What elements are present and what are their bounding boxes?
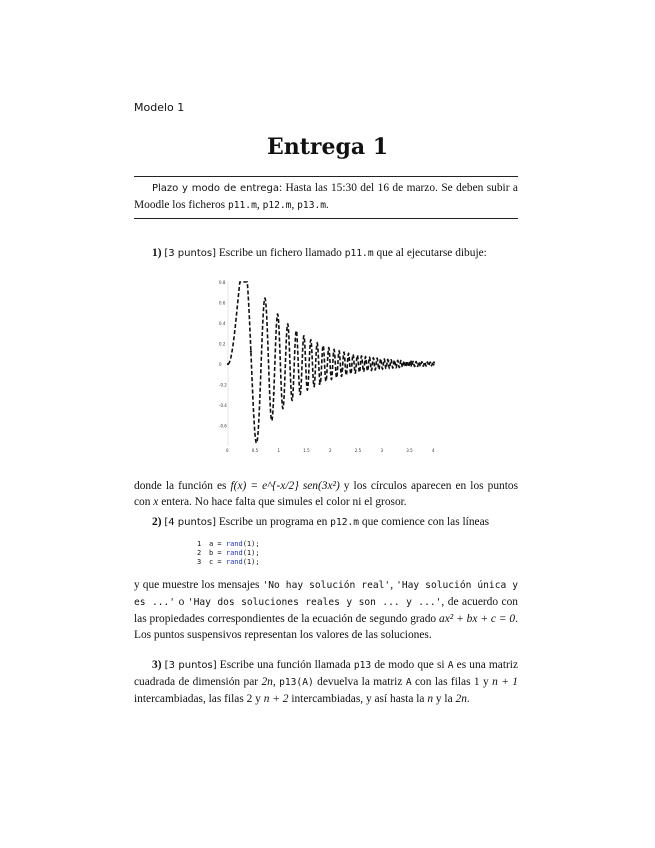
question-1-description: donde la función es f(x) = e^{-x/2} sen(3x²) y los círculos aparecen en los puntos con x entera. No hace falta que simules el color ni el grosor. xyxy=(134,480,518,508)
integer-point-circle xyxy=(273,392,275,394)
code-line: 3 c = rand(1); xyxy=(197,558,260,566)
x-tick-label: 0 xyxy=(226,448,229,453)
y-tick-label: -0.6 xyxy=(219,423,227,429)
integer-point-circle xyxy=(296,332,298,334)
question-2-file: p12.m xyxy=(330,517,360,528)
question-2-number: 2) xyxy=(152,516,162,528)
question-1-prompt: 1) [3 puntos] Escribe un fichero llamado p11.m que al ejecutarse dibuje: xyxy=(152,247,487,259)
y-tick-label: -0.2 xyxy=(219,382,227,388)
x-tick-label: 4 xyxy=(432,448,435,453)
page-title: Entrega 1 xyxy=(266,134,389,160)
deadline-text: : Hasta las 15:30 del 16 de marzo. Se deben subir a Moodle los ficheros xyxy=(134,182,518,211)
y-tick-label: -0.4 xyxy=(219,403,227,408)
y-tick-label: 0.8 xyxy=(219,280,226,285)
code-line: 2 b = rand(1); xyxy=(197,549,260,557)
integer-point-circle xyxy=(227,363,229,365)
x-tick-label: 0.5 xyxy=(251,448,259,453)
deadline-file-2: p12.m xyxy=(262,200,292,211)
y-tick-label: 0.4 xyxy=(219,321,226,326)
integer-point-circle xyxy=(341,367,343,369)
message-3: 'Hay dos soluciones reales y son ... y ...' xyxy=(187,597,442,608)
question-2-description: y que muestre los mensajes 'No hay solución real', 'Hay solución única y es ...' o 'Hay dos soluciones reales y son ... y ...', de acuerdo con las propiedades correspondientes de la ecuación de segundo grado ax² + bx + c = 0. Los puntos suspensivos representan los valores de las soluciones. xyxy=(134,579,519,641)
message-2: 'Hay solución única y es ...' xyxy=(134,580,518,608)
top-rule xyxy=(134,176,518,177)
bottom-rule xyxy=(134,218,518,219)
function-formula: f(x) = e^{-x/2} sen(3x²) xyxy=(230,480,340,492)
integer-point-circle xyxy=(433,361,435,363)
question-3-prompt: 3) [3 puntos] Escribe una función llamada p13 de modo que si A es una matriz cuadrada de dimensión par 2n, p13(A) devuelva la matriz A con las filas 1 y n + 1 intercambiadas, las filas 2 y n + 2 intercambiadas, y así hasta la n y la 2n. xyxy=(134,659,519,705)
integer-point-circle xyxy=(387,360,389,362)
question-2-points: [4 puntos] xyxy=(164,517,216,528)
deadline-label: Plazo y modo de entrega xyxy=(152,183,279,194)
question-1-points: [3 puntos] xyxy=(164,248,216,259)
quadratic-equation: ax² + bx + c = 0 xyxy=(439,613,516,625)
x-tick-label: 3 xyxy=(380,448,384,453)
question-2-prompt: 2) [4 puntos] Escribe un programa en p12.m que comience con las líneas xyxy=(152,516,490,528)
y-tick-label: 0.2 xyxy=(219,341,226,347)
function-curve xyxy=(228,282,434,443)
code-listing xyxy=(197,540,260,567)
function-plot xyxy=(214,276,440,456)
integer-point-circle xyxy=(364,360,366,362)
integer-point-circle xyxy=(410,361,412,363)
y-tick-label: 0.6 xyxy=(219,300,226,306)
question-3-points: [3 puntos] xyxy=(164,660,217,671)
x-tick-label: 3.5 xyxy=(406,448,413,453)
message-1: 'No hay solución real' xyxy=(262,580,391,591)
deadline-file-1: p11.m xyxy=(227,200,257,211)
integer-point-circle xyxy=(250,350,252,352)
y-tick-label: 0 xyxy=(219,362,222,367)
question-1-number: 1) xyxy=(152,247,162,259)
question-1-file: p11.m xyxy=(344,248,374,259)
deadline-file-3: p13.m xyxy=(297,200,327,211)
integer-point-circle xyxy=(318,383,320,385)
deadline-paragraph: Plazo y modo de entrega: Hasta las 15:30 del 16 de marzo. Se deben subir a Moodle los ficheros p11.m, p12.m, p13.m. xyxy=(134,182,518,211)
question-3-number: 3) xyxy=(152,659,162,671)
x-tick-label: 2 xyxy=(329,448,332,453)
code-line: 1 a = rand(1); xyxy=(197,540,260,548)
x-tick-label: 2.5 xyxy=(354,448,362,453)
x-tick-label: 1.5 xyxy=(303,448,310,453)
x-tick-label: 1 xyxy=(277,448,281,453)
model-label: Modelo 1 xyxy=(134,101,185,114)
